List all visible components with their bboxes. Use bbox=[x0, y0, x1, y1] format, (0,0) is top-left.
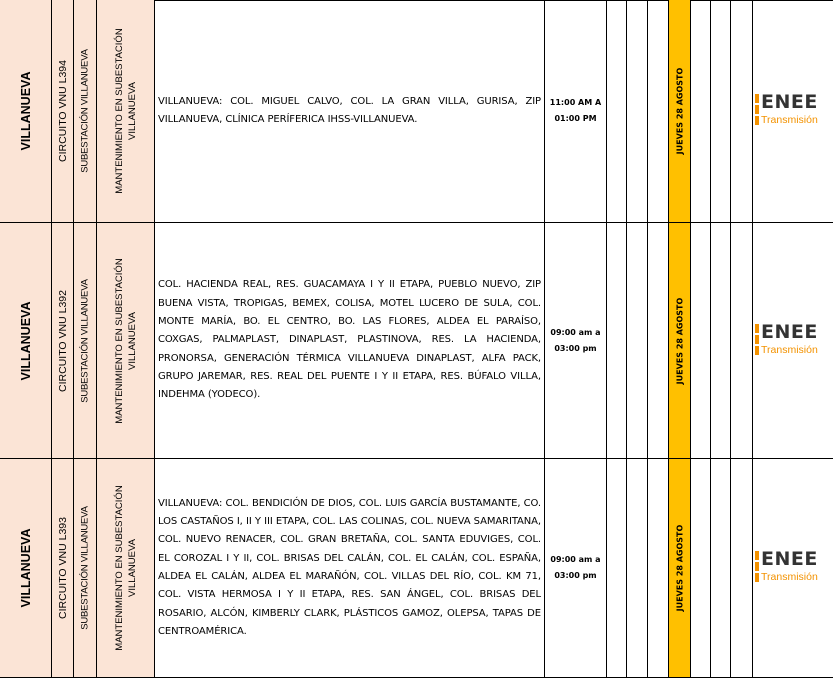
empty-cell bbox=[711, 223, 731, 459]
maintenance-label: MANTENIMIENTO EN SUBESTACIÓN VILLANUEVA bbox=[113, 257, 138, 424]
circuit-label: CIRCUITO VNU L393 bbox=[56, 517, 69, 619]
date-label: JUEVES 28 AGOSTO bbox=[675, 524, 684, 612]
time-start: 11:00 AM A bbox=[549, 98, 602, 107]
logo-bar-icon bbox=[755, 573, 759, 582]
time-range bbox=[550, 325, 600, 357]
logo-bar-icon bbox=[755, 94, 759, 103]
empty-cell bbox=[648, 0, 669, 223]
empty-cell bbox=[627, 459, 648, 678]
time-end: 03:00 pm bbox=[554, 571, 597, 580]
substation-cell bbox=[74, 223, 97, 459]
time-start: 09:00 am a bbox=[550, 555, 601, 564]
empty-cell bbox=[711, 459, 731, 678]
date-cell bbox=[669, 223, 691, 459]
empty-cell bbox=[648, 223, 669, 459]
empty-cell bbox=[731, 223, 753, 459]
circuit-cell bbox=[52, 223, 74, 459]
logo-bar-icon bbox=[755, 116, 759, 125]
empty-cell bbox=[691, 223, 711, 459]
logo-bar-icon bbox=[755, 105, 759, 114]
logo-subtitle: Transmisión bbox=[761, 114, 818, 126]
time-range bbox=[550, 552, 600, 584]
maintenance-label: MANTENIMIENTO EN SUBESTACIÓN VILLANUEVA bbox=[113, 28, 138, 194]
substation-label: SUBESTACIÓN VILLANUEVA bbox=[79, 278, 91, 403]
logo-cell bbox=[753, 223, 833, 459]
substation-cell bbox=[74, 0, 97, 223]
affected-areas-text: VILLANUEVA: COL. MIGUEL CALVO, COL. LA GRAN VILLA, GURISA, ZIP VILLANUEVA, CLÍNICA PERÍFERICA IHSS-VILLANUEVA. bbox=[158, 95, 541, 125]
empty-cell bbox=[691, 459, 711, 678]
substation-label: SUBESTACIÓN VILLANUEVA bbox=[79, 49, 91, 173]
maintenance-cell bbox=[97, 223, 155, 459]
description-cell bbox=[155, 223, 545, 459]
logo-word: ENEE bbox=[761, 91, 818, 113]
city-cell bbox=[0, 0, 52, 223]
maintenance-label: MANTENIMIENTO EN SUBESTACIÓN VILLANUEVA bbox=[113, 485, 138, 651]
enee-logo bbox=[753, 91, 833, 128]
time-end: 03:00 pm bbox=[554, 343, 597, 353]
maintenance-cell bbox=[97, 0, 155, 223]
logo-cell bbox=[753, 459, 833, 678]
logo-bar-icon bbox=[755, 346, 759, 355]
circuit-label: CIRCUITO VNU L392 bbox=[56, 289, 69, 392]
enee-logo bbox=[753, 320, 833, 358]
table-row bbox=[0, 0, 833, 223]
time-start: 09:00 am a bbox=[550, 327, 601, 337]
logo-subtitle: Transmisión bbox=[761, 571, 818, 583]
substation-label: SUBESTACIÓN VILLANUEVA bbox=[79, 506, 91, 630]
logo-word: ENEE bbox=[761, 548, 818, 570]
circuit-cell bbox=[52, 0, 74, 223]
empty-cell bbox=[627, 223, 648, 459]
empty-cell bbox=[627, 0, 648, 223]
time-cell bbox=[545, 223, 607, 459]
logo-bar-icon bbox=[755, 324, 759, 333]
city-label: VILLANUEVA bbox=[18, 528, 33, 608]
table-row bbox=[0, 223, 833, 459]
time-end: 01:00 PM bbox=[554, 114, 597, 123]
time-cell bbox=[545, 459, 607, 678]
table-row bbox=[0, 459, 833, 678]
logo-subtitle: Transmisión bbox=[761, 343, 818, 356]
empty-cell bbox=[648, 459, 669, 678]
date-label: JUEVES 28 AGOSTO bbox=[675, 67, 684, 155]
empty-cell bbox=[711, 0, 731, 223]
city-label: VILLANUEVA bbox=[18, 301, 33, 380]
logo-cell bbox=[753, 0, 833, 223]
empty-cell bbox=[607, 459, 627, 678]
date-cell bbox=[669, 0, 691, 223]
date-label: JUEVES 28 AGOSTO bbox=[675, 297, 684, 384]
city-cell bbox=[0, 223, 52, 459]
affected-areas-text: VILLANUEVA: COL. BENDICIÓN DE DIOS, COL. LUIS GARCÍA BUSTAMANTE, CO. LOS CASTAÑOS I, II Y III ETAPA, COL. LAS COLINAS, COL. NUEVA SAMARITANA, COL. NUEVO RENACER, COL. GRAN BRETAÑA, COL. SANTA EDUVIGES, COL. EL COROZAL I Y II, COL. BRISAS DEL CALÁN, COL. EL CALÁN, COL. ESPAÑA, ALDEA EL CALÁN, ALDEA EL MARAÑÓN, COL. VILLAS DEL RÍO, COL. KM 71, COL. VISTA HERMOSA I Y II ETAPA, RES. SAN ÁNGEL, COL. BRISAS DEL ROSARIO, ALCÓN, KIMBERLY CLARK, PLÁSTICOS GAMOZ, OLEPSA, TAPAS DE CENTROAMÉRICA. bbox=[158, 497, 541, 637]
empty-cell bbox=[731, 0, 753, 223]
circuit-cell bbox=[52, 459, 74, 678]
maintenance-cell bbox=[97, 459, 155, 678]
enee-logo bbox=[753, 548, 833, 585]
city-label: VILLANUEVA bbox=[18, 71, 33, 151]
empty-cell bbox=[691, 0, 711, 223]
description-cell bbox=[155, 459, 545, 678]
circuit-label: CIRCUITO VNU L394 bbox=[56, 60, 69, 162]
substation-cell bbox=[74, 459, 97, 678]
description-cell bbox=[155, 0, 545, 223]
empty-cell bbox=[607, 0, 627, 223]
logo-word: ENEE bbox=[761, 320, 818, 343]
date-cell bbox=[669, 459, 691, 678]
city-cell bbox=[0, 459, 52, 678]
time-range bbox=[550, 95, 601, 127]
affected-areas-text: COL. HACIENDA REAL, RES. GUACAMAYA I Y II ETAPA, PUEBLO NUEVO, ZIP BUENA VISTA, TROPIGAS, BEMEX, COLISA, MOTEL LUCERO DE SULA, COL. MONTE MARÍA, BO. EL CENTRO, BO. LAS FLORES, ALDEA EL PARAÍSO, COXGAS, PALMAPLAST, DINAPLAST, PLASTINOVA, RES. LA HACIENDA, PRONORSA, GENERACIÓN TÉRMICA VILLANUEVA DINAPLAST, ALFA PACK, GRUPO JAREMAR, RES. REAL DEL PUENTE I Y II ETAPA, RES. BÚFALO VILLA, INDEHMA (YODECO). bbox=[158, 279, 541, 401]
empty-cell bbox=[731, 459, 753, 678]
logo-bar-icon bbox=[755, 335, 759, 344]
logo-bar-icon bbox=[755, 551, 759, 560]
time-cell bbox=[545, 0, 607, 223]
empty-cell bbox=[607, 223, 627, 459]
logo-bar-icon bbox=[755, 562, 759, 571]
